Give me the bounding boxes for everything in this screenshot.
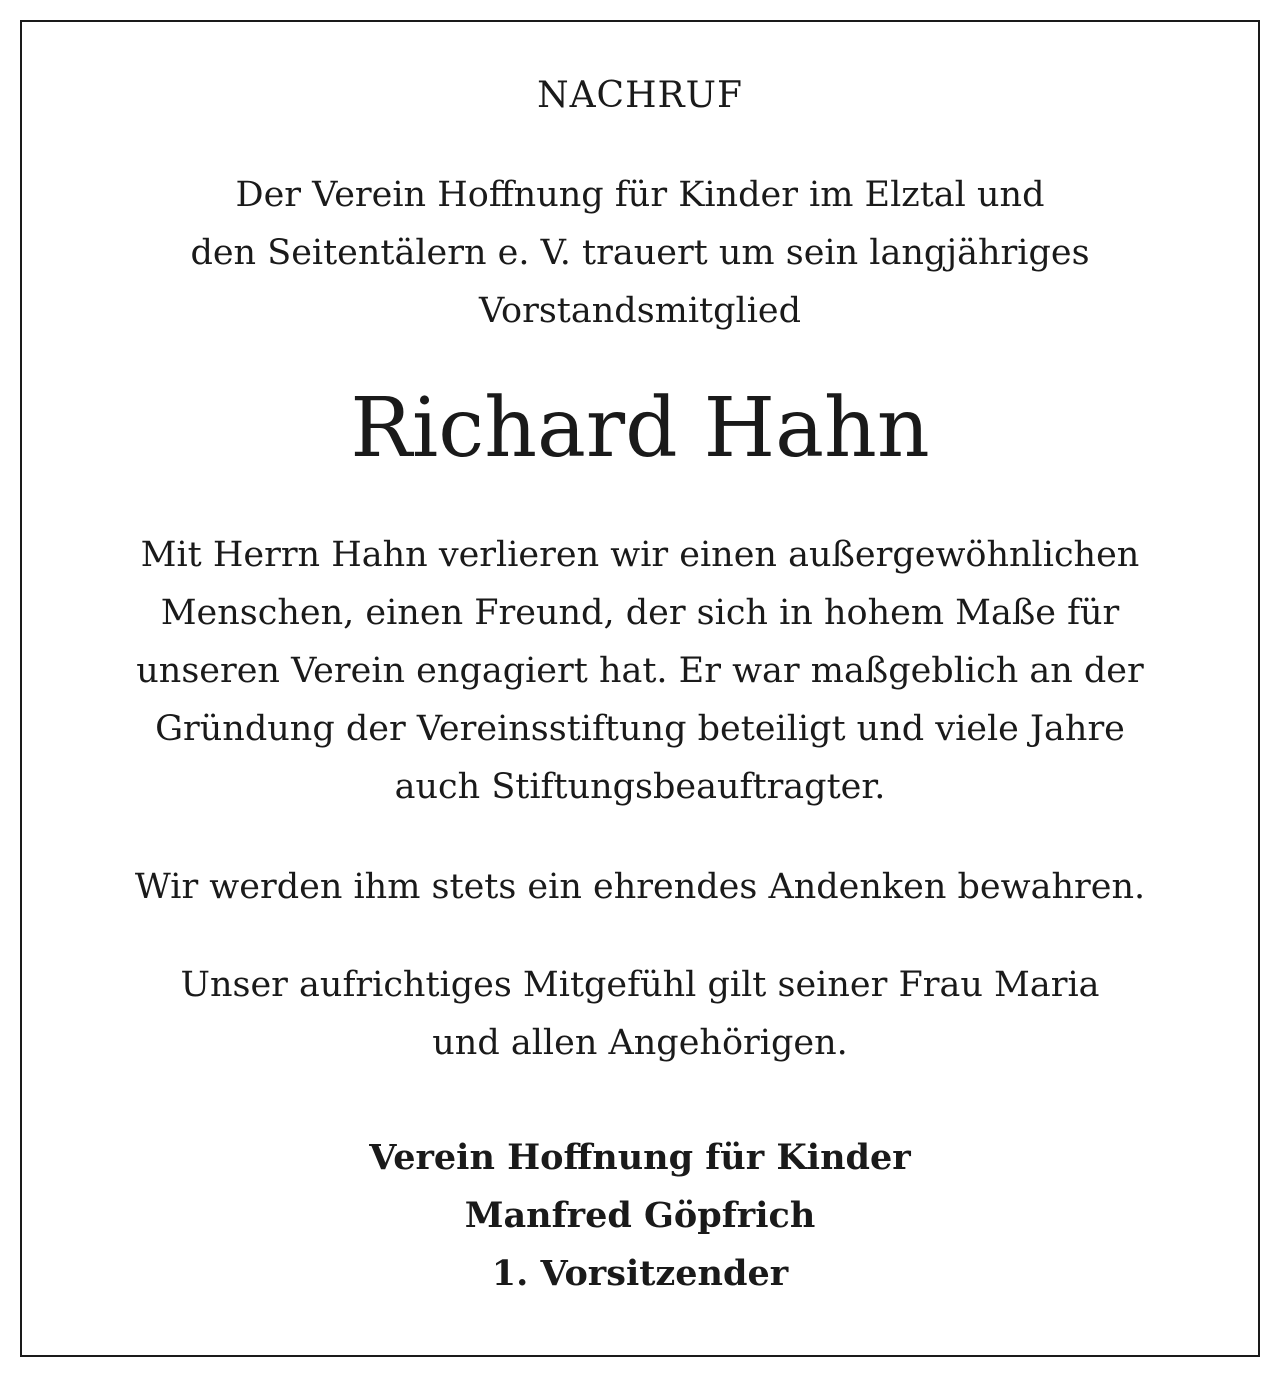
sympathy-line-1: Unser aufrichtiges Mitgefühl gilt seiner Frau Maria	[180, 965, 1100, 1005]
obituary-notice	[20, 20, 1260, 1357]
body-line-1: Mit Herrn Hahn verlieren wir einen außergewöhnlichen	[140, 535, 1140, 575]
body-line-4: Gründung der Vereinsstiftung beteiligt und viele Jahre	[155, 709, 1125, 749]
notice-heading: NACHRUF	[537, 75, 743, 116]
sympathy-line-2: und allen Angehörigen.	[432, 1023, 848, 1063]
signature-person: Manfred Göpfrich	[464, 1195, 816, 1236]
signature-organization: Verein Hoffnung für Kinder	[369, 1137, 911, 1178]
body-line-5: auch Stiftungsbeauftragter.	[394, 767, 886, 807]
body-line-2: Menschen, einen Freund, der sich in hohem Maße für	[160, 593, 1120, 633]
body-line-3: unseren Verein engagiert hat. Er war maßgeblich an der	[136, 651, 1144, 691]
closing-line: Wir werden ihm stets ein ehrendes Andenken bewahren.	[134, 867, 1146, 907]
intro-line-3: Vorstandsmitglied	[478, 291, 802, 331]
intro-line-2: den Seitentälern e. V. trauert um sein langjähriges	[190, 233, 1090, 273]
deceased-name: Richard Hahn	[350, 381, 930, 476]
signature-role: 1. Vorsitzender	[491, 1253, 789, 1294]
intro-line-1: Der Verein Hoffnung für Kinder im Elztal und	[235, 175, 1045, 215]
